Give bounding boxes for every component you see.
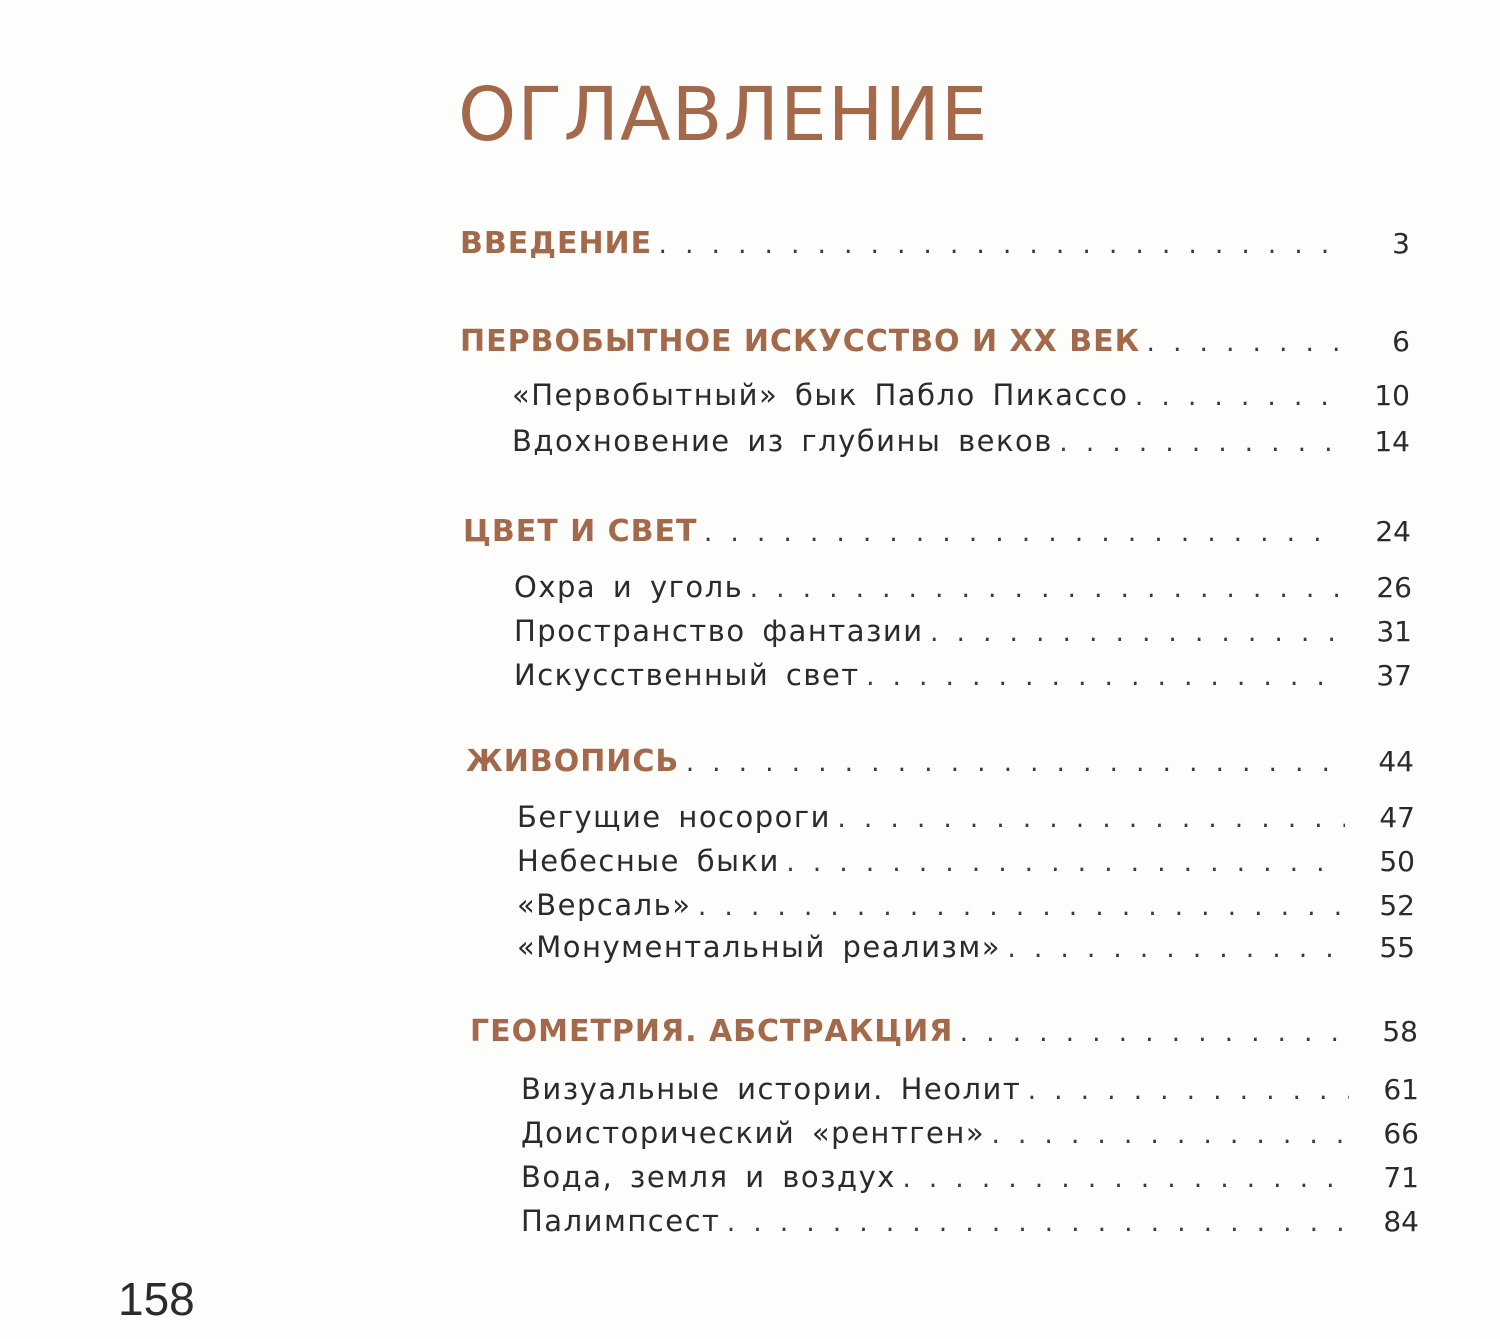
dot-leader — [724, 1212, 1349, 1237]
toc-section-geometry-abstraction[interactable] — [470, 1014, 1418, 1049]
toc-page-number: 6 — [1392, 325, 1410, 358]
dot-leader — [784, 852, 1345, 877]
toc-page-number: 84 — [1383, 1205, 1419, 1238]
toc-section-introduction[interactable] — [460, 226, 1410, 261]
folio-page-number: 158 — [118, 1273, 195, 1325]
toc-entry[interactable] — [521, 1204, 1419, 1238]
toc-entry-label: Вдохновение из глубины веков — [512, 424, 1053, 458]
toc-entry[interactable] — [512, 378, 1410, 412]
toc-entry[interactable] — [521, 1072, 1419, 1106]
toc-page-number: 31 — [1376, 615, 1412, 648]
toc-section-label: ПЕРВОБЫТНОЕ ИСКУССТВО И XX ВЕК — [460, 324, 1141, 359]
dot-leader — [835, 808, 1345, 833]
toc-section-label: ВВЕДЕНИЕ — [460, 226, 653, 261]
toc-entry-label: «Версаль» — [517, 888, 692, 922]
toc-page-number: 52 — [1379, 889, 1415, 922]
toc-entry-label: Палимпсест — [521, 1204, 721, 1238]
toc-section-label: ЦВЕТ И СВЕТ — [463, 514, 698, 549]
toc-section-label: ГЕОМЕТРИЯ. АБСТРАКЦИЯ — [470, 1014, 954, 1049]
toc-page-number: 26 — [1376, 571, 1412, 604]
dot-leader — [747, 578, 1342, 603]
toc-page-number: 58 — [1382, 1015, 1418, 1048]
toc-entry-label: «Первобытный» бык Пабло Пикассо — [512, 378, 1129, 412]
toc-page-number: 61 — [1383, 1073, 1419, 1106]
toc-entry[interactable] — [514, 658, 1412, 692]
dot-leader — [957, 1022, 1348, 1047]
page-title: ОГЛАВЛЕНИЕ — [458, 72, 989, 158]
toc-page-number: 10 — [1374, 379, 1410, 412]
dot-leader — [928, 622, 1342, 647]
toc-section-painting[interactable] — [466, 744, 1414, 779]
toc-page-number: 37 — [1376, 659, 1412, 692]
toc-entry[interactable] — [517, 888, 1415, 922]
dot-leader — [695, 896, 1345, 921]
toc-page-number: 71 — [1383, 1161, 1419, 1194]
toc-page-number: 55 — [1379, 931, 1415, 964]
toc-entry[interactable] — [512, 424, 1410, 458]
toc-entry[interactable] — [517, 930, 1415, 964]
toc-entry[interactable] — [514, 614, 1412, 648]
toc-entry-label: Пространство фантазии — [514, 614, 924, 648]
toc-page-number: 3 — [1392, 227, 1410, 260]
toc-section-primitive-art[interactable] — [460, 324, 1410, 359]
dot-leader — [1133, 386, 1340, 411]
toc-entry-label: Охра и уголь — [514, 570, 744, 604]
dot-leader — [702, 522, 1342, 547]
toc-entry-label: «Монументальный реализм» — [517, 930, 1001, 964]
dot-leader — [656, 234, 1340, 259]
toc-entry-label: Небесные быки — [517, 844, 780, 878]
dot-leader — [1144, 332, 1340, 357]
toc-page-number: 14 — [1374, 425, 1410, 458]
toc-page-number: 66 — [1383, 1117, 1419, 1150]
toc-section-color-and-light[interactable] — [463, 514, 1411, 549]
toc-section-label: ЖИВОПИСЬ — [466, 744, 680, 779]
dot-leader — [1005, 938, 1345, 963]
toc-entry-label: Доисторический «рентген» — [521, 1116, 986, 1150]
toc-entry[interactable] — [521, 1160, 1419, 1194]
toc-entry[interactable] — [517, 800, 1415, 834]
toc-entry-label: Искусственный свет — [514, 658, 860, 692]
dot-leader — [683, 752, 1344, 777]
toc-entry-label: Вода, земля и воздух — [521, 1160, 896, 1194]
toc-entry[interactable] — [514, 570, 1412, 604]
toc-page-number: 24 — [1375, 515, 1411, 548]
toc-page-number: 47 — [1379, 801, 1415, 834]
toc-entry[interactable] — [521, 1116, 1419, 1150]
dot-leader — [1057, 432, 1340, 457]
toc-page-number: 44 — [1378, 745, 1414, 778]
dot-leader — [989, 1124, 1349, 1149]
dot-leader — [864, 666, 1342, 691]
toc-entry-label: Визуальные истории. Неолит — [521, 1072, 1022, 1106]
toc-entry[interactable] — [517, 844, 1415, 878]
toc-page-number: 50 — [1379, 845, 1415, 878]
dot-leader — [1025, 1080, 1349, 1105]
dot-leader — [900, 1168, 1349, 1193]
toc-entry-label: Бегущие носороги — [517, 800, 831, 834]
